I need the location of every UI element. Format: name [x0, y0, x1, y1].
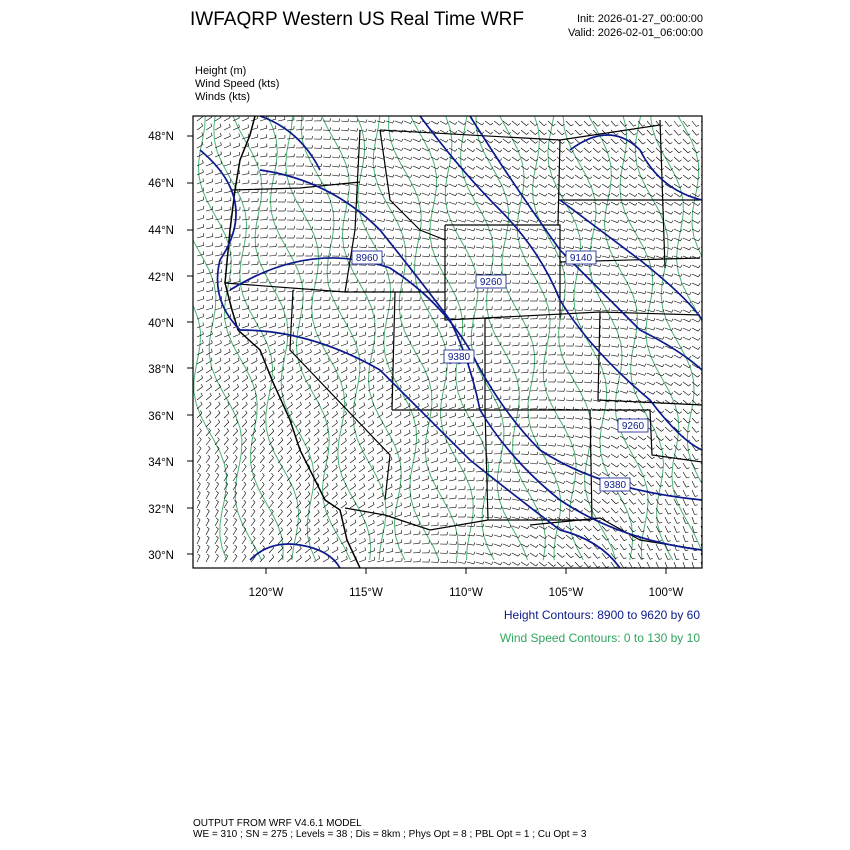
lat-label: 30°N — [148, 550, 174, 562]
lon-label: 115°W — [349, 587, 383, 599]
contour-label — [566, 251, 596, 264]
lat-label: 40°N — [148, 318, 174, 330]
lat-label: 38°N — [148, 364, 174, 376]
lon-label: 120°W — [248, 587, 284, 599]
height-contour-legend: Height Contours: 8900 to 9620 by 60 — [503, 608, 700, 622]
lat-label: 42°N — [148, 272, 174, 284]
lat-label: 32°N — [148, 504, 174, 516]
contour-label — [600, 478, 630, 491]
variable-winds: Winds (kts) — [195, 91, 250, 103]
contour-label — [618, 419, 648, 432]
variable-wind-speed: Wind Speed (kts) — [195, 78, 280, 90]
wind-contour-legend: Wind Speed Contours: 0 to 130 by 10 — [499, 631, 700, 645]
variable-height: Height (m) — [195, 65, 247, 77]
lat-label: 46°N — [148, 178, 174, 190]
lon-label: 110°W — [449, 587, 483, 599]
lat-label: 44°N — [148, 225, 174, 237]
lon-label: 105°W — [548, 587, 584, 599]
contour-label — [476, 275, 506, 288]
contour-label — [352, 251, 382, 264]
valid-time: Valid: 2026-02-01_06:00:00 — [568, 27, 703, 39]
map-title: IWFAQRP Western US Real Time WRF — [190, 9, 524, 30]
contour-label — [444, 350, 474, 363]
init-time: Init: 2026-01-27_00:00:00 — [577, 13, 703, 25]
lon-label: 100°W — [648, 587, 684, 599]
lat-label: 36°N — [148, 411, 174, 423]
lat-label: 34°N — [148, 457, 174, 469]
model-config: WE = 310 ; SN = 275 ; Levels = 38 ; Dis = 8km ; Phys Opt = 8 ; PBL Opt = 1 ; Cu Opt = 3 — [193, 829, 587, 840]
lat-label: 48°N — [148, 131, 174, 143]
model-info: OUTPUT FROM WRF V4.6.1 MODEL — [193, 818, 362, 829]
